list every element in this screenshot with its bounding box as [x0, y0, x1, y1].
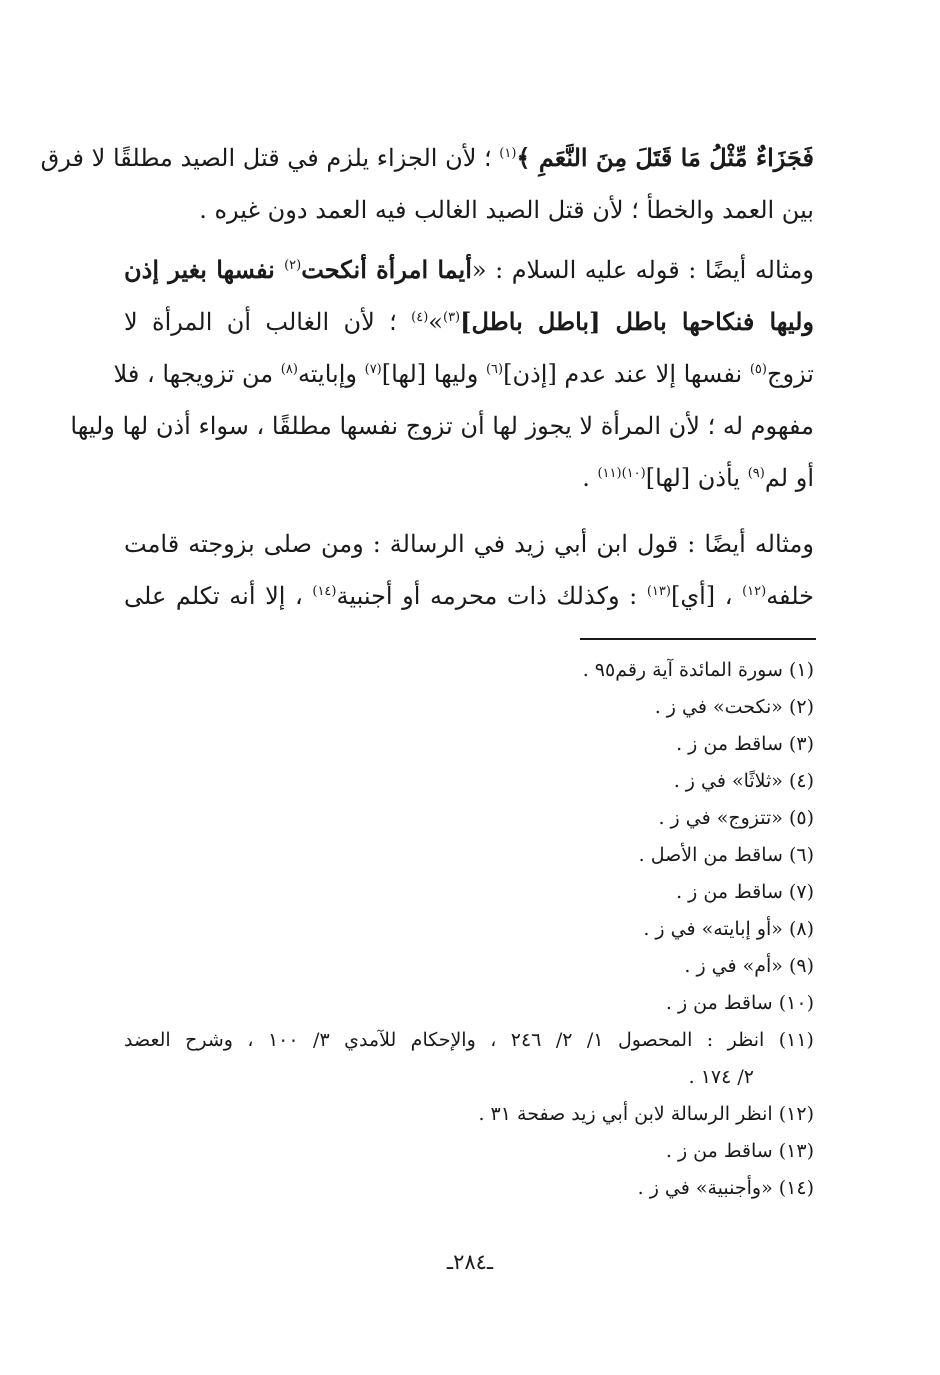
footnote: (١١) انظر : المحصول ١/ ٢/ ٢٤٦ ، والإحكام للآمدي ٣/ ١٠٠ ، وشرح العضد [124, 1029, 814, 1051]
footnote: (٩) «أم» في ز . [684, 955, 814, 977]
footnote-ref: (١٣) [646, 584, 671, 599]
footnote: (٢) «نكحت» في ز . [654, 696, 814, 718]
text-run: خلفه [766, 582, 814, 610]
footnote: (١٣) ساقط من ز . [665, 1140, 814, 1162]
footnote: (٨) «أو إبايته» في ز . [643, 918, 814, 940]
hadith-text: أيما امرأة أنكحت [301, 255, 472, 284]
footnote-ref: (٣) [442, 310, 461, 325]
footnote: (٥) «تتزوج» في ز . [658, 807, 814, 829]
footnote-ref: (١) [499, 146, 517, 161]
text-line [70, 400, 814, 452]
text-run: من تزويجها ، فلا [113, 360, 281, 388]
paragraph-1 [40, 132, 814, 236]
footnote: (١٤) «وأجنبية» في ز . [637, 1177, 814, 1199]
text-line [124, 184, 814, 236]
text-run: » [428, 308, 443, 336]
text-run: ؛ لأن الجزاء يلزم في قتل الصيد مطلقًا لا فرق [40, 144, 500, 172]
text-line [124, 518, 814, 570]
footnote: (٤) «ثلاثًا» في ز . [673, 770, 814, 792]
footnote-ref: (٤) [411, 310, 429, 325]
text-run: . [582, 464, 598, 492]
text-line [124, 296, 814, 348]
footnote-continuation: ٢/ ١٧٤ . [688, 1066, 754, 1088]
footnote: (٧) ساقط من ز . [676, 881, 814, 903]
paragraph-2 [70, 244, 814, 504]
text-run: مفهوم له ؛ لأن المرأة لا يجوز لها أن تزوج نفسها مطلقًا ، سواء أذن لها وليها [70, 412, 814, 440]
footnote-ref: (٢) [284, 258, 302, 273]
footnote: (١٢) انظر الرسالة لابن أبي زيد صفحة ٣١ . [478, 1103, 814, 1125]
text-run: ومثاله أيضًا : قوله عليه السلام : « [471, 256, 814, 284]
text-line [124, 452, 814, 504]
footnote: (١) سورة المائدة آية رقم٩٥ . [582, 659, 814, 681]
footnote-ref: (٦) [485, 362, 504, 377]
text-run: أو لم [764, 464, 814, 492]
text-run: نفسها إلا عند عدم [إذن] [503, 360, 750, 388]
footnote-ref: (١٢) [742, 584, 767, 599]
text-run: : وكذلك ذات محرمه أو أجنبية [336, 582, 647, 610]
hadith-text: نفسها بغير إذن [124, 255, 285, 284]
footnote-ref: (١٤) [312, 584, 337, 599]
text-run: ، [أي] [670, 582, 743, 610]
footnote: (٣) ساقط من ز . [676, 733, 814, 755]
text-line [113, 348, 814, 400]
paragraph-3 [124, 518, 814, 622]
text-line [124, 244, 814, 296]
footnotes [124, 652, 814, 1207]
footnote-ref: (٧) [364, 362, 382, 377]
hadith-text: وليها فنكاحها باطل [باطل باطل] [460, 307, 814, 336]
footnote: (١٠) ساقط من ز . [665, 992, 814, 1014]
text-run: يأذن [لها] [645, 464, 748, 492]
text-line [124, 570, 814, 622]
text-run: وإبايته [297, 360, 365, 388]
quran-verse: فَجَزَاءٌ مِّثْلُ مَا قَتَلَ مِنَ النَّعَمِ ﴾ [516, 143, 814, 172]
text-run: وليها [لها] [381, 360, 486, 388]
footnote-ref: (٥) [749, 362, 767, 377]
footnote-ref: (١١) [597, 466, 622, 481]
text-line [40, 132, 814, 184]
text-run: تزوج [766, 360, 814, 388]
footnote: (٦) ساقط من الأصل . [638, 844, 814, 866]
footnote-ref: (٨) [280, 362, 298, 377]
text-run: ومثاله أيضًا : قول ابن أبي زيد في الرسالة : ومن صلى بزوجته قامت [124, 530, 814, 558]
text-run: ، إلا أنه تكلم على [124, 582, 313, 610]
text-run: بين العمد والخطأ ؛ لأن قتل الصيد الغالب فيه العمد دون غيره . [199, 196, 814, 224]
text-run: ؛ لأن الغالب أن المرأة لا [124, 308, 412, 336]
footnote-separator [580, 638, 816, 640]
page-number: ـ٢٨٤ـ [446, 1250, 494, 1274]
footnote-ref: (٩) [747, 466, 765, 481]
footnote-ref: (١٠) [621, 466, 646, 481]
